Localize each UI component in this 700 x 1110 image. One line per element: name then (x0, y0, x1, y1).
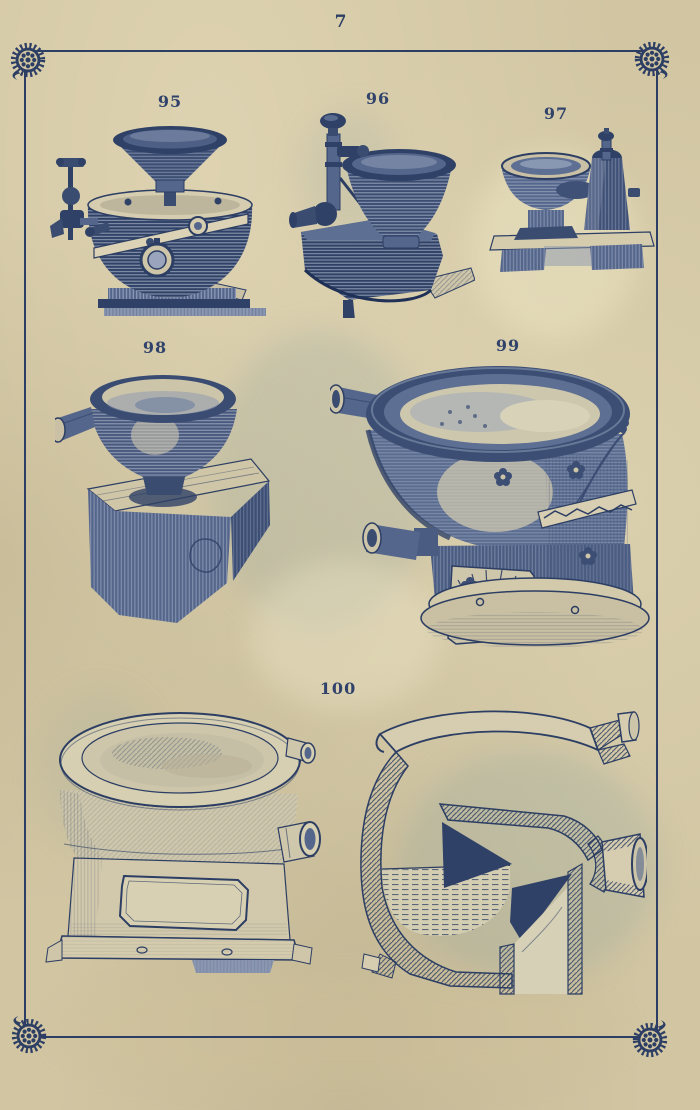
corner-ornament-icon (7, 39, 49, 81)
figure-99-illustration (330, 352, 655, 667)
figure-97-illustration (488, 126, 658, 276)
figure-100-exterior-illustration (42, 698, 322, 973)
figure-97-label: 97 (543, 104, 569, 123)
figure-98-illustration (55, 355, 270, 645)
figure-95-illustration (50, 110, 270, 320)
figure-99-label: 99 (495, 336, 521, 355)
figure-100-label: 100 (319, 679, 357, 698)
corner-ornament-icon (629, 1019, 671, 1061)
figure-96-label: 96 (365, 89, 391, 108)
figure-96-illustration (285, 108, 475, 318)
page-number: 7 (334, 12, 348, 32)
figure-100-section-illustration (352, 692, 647, 997)
figure-95-label: 95 (157, 92, 183, 111)
corner-ornament-icon (8, 1015, 50, 1057)
corner-ornament-icon (631, 38, 673, 80)
figure-98-label: 98 (142, 338, 168, 357)
